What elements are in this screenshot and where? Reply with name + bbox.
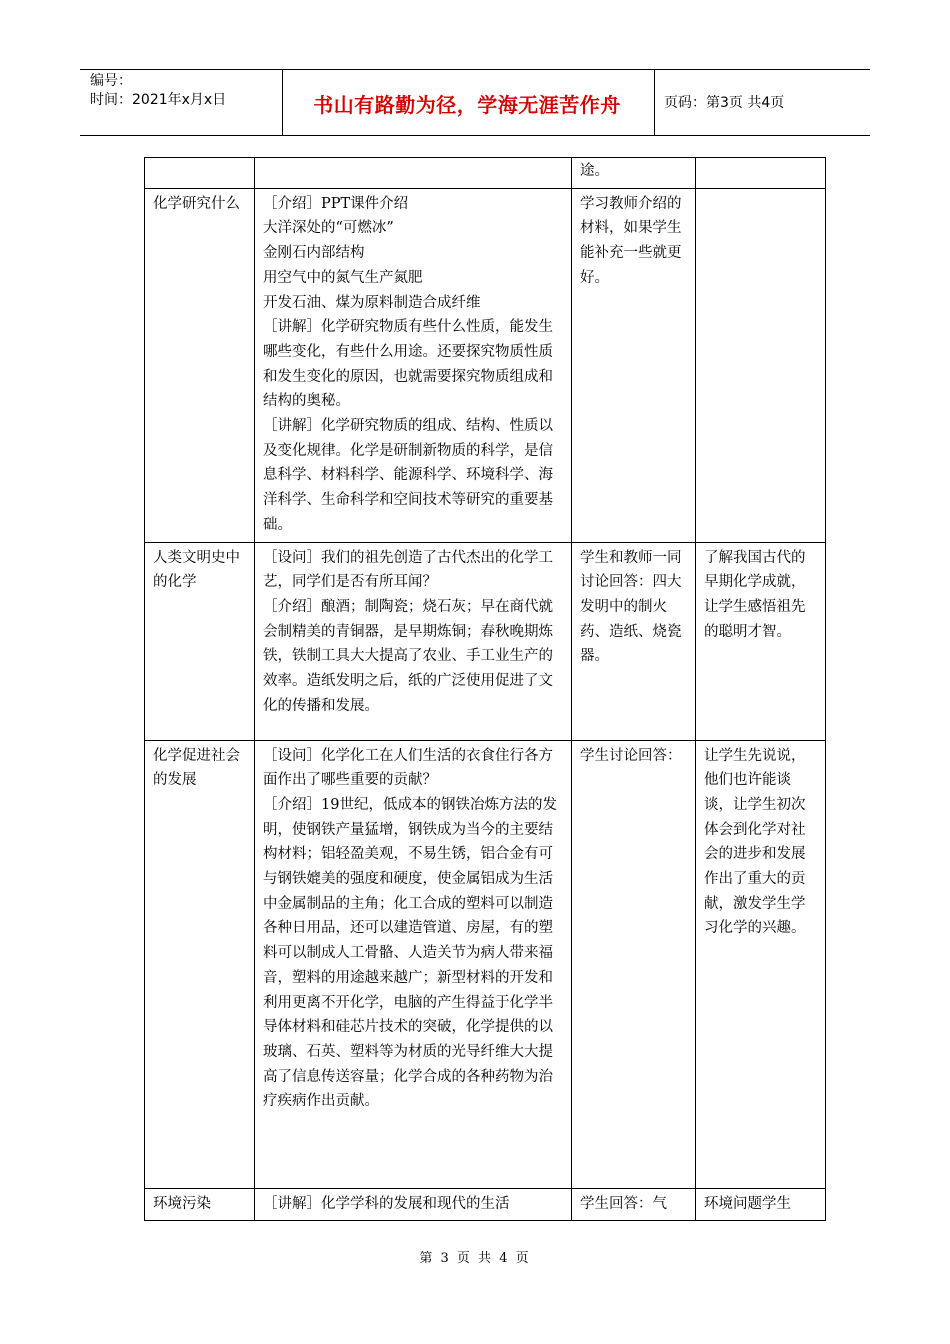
activity-cell: [255, 740, 572, 1188]
header-divider-right: [654, 69, 655, 135]
student-text: 学习教师介绍的材料，如果学生能补充一些就更好。: [580, 195, 682, 286]
student-text: 途。: [580, 163, 609, 179]
activity-text: ［讲解］化学学科的发展和现代的生活: [263, 1195, 510, 1212]
topic-cell: [145, 188, 255, 542]
table-row: [145, 740, 826, 1188]
student-cell: [572, 188, 696, 542]
activity-cell: [255, 188, 572, 542]
header-bottom-rule: [80, 135, 870, 136]
student-text: 学生回答：气: [580, 1195, 667, 1212]
activity-cell: [255, 542, 572, 740]
table-row: [145, 542, 826, 740]
purpose-cell: [696, 542, 826, 740]
topic-cell: [145, 158, 255, 189]
activity-cell: [255, 1188, 572, 1221]
activity-cell: [255, 158, 572, 189]
purpose-cell: [696, 740, 826, 1188]
page-indicator: 页码：第3页 共4页: [664, 95, 785, 111]
topic-cell: [145, 1188, 255, 1221]
student-cell: [572, 158, 696, 189]
topic-text: 环境污染: [153, 1195, 211, 1212]
header-top-rule: [80, 69, 870, 70]
document-date-label: 时间：2021年x月x日: [90, 92, 227, 108]
table-row: [145, 188, 826, 542]
purpose-text: 了解我国古代的早期化学成就，让学生感悟祖先的聪明才智。: [704, 549, 806, 640]
topic-cell: [145, 740, 255, 1188]
table-row: [145, 1188, 826, 1221]
activity-text: ［介绍］PPT课件介绍 大洋深处的“可燃冰” 金刚石内部结构 用空气中的氮气生产氮肥 开发石油、煤为原料制造合成纤维 ［讲解］化学研究物质有些什么性质，能发生哪些变化，有些什么用途。还要探究物质性质和发生变化的原因，也就需要探究物质组成和结构的奥秘。 ［讲解］化学研究物质的组成、结构、性质以及变化规律。化学是研制新物质的科学，是信息科学、材料科学、能源科学、环境科学、海洋科学、生命科学和空间技术等研究的重要基础。: [263, 195, 553, 533]
topic-text: 化学研究什么: [153, 195, 240, 212]
purpose-cell: [696, 1188, 826, 1221]
student-text: 学生讨论回答：: [580, 747, 682, 764]
topic-cell: [145, 542, 255, 740]
topic-text: 人类文明史中的化学: [153, 549, 240, 591]
activity-text: ［设问］化学化工在人们生活的衣食住行各方面作出了哪些重要的贡献？ ［介绍］19世纪，低成本的钢铁冶炼方法的发明，使钢铁产量猛增，钢铁成为当今的主要结构材料；铝轻盈美观，不易生锈，铝合金有可与钢铁媲美的强度和硬度，使金属铝成为生活中金属制品的主角；化工合成的塑料可以制造各种日用品，还可以建造管道、房屋，有的塑料可以制成人工骨骼、人造关节为病人带来福音，塑料的用途越来越广；新型材料的开发和利用更离不开化学，电脑的产生得益于化学半导体材料和硅芯片技术的突破，化学提供的以玻璃、石英、塑料等为材质的光导纤维大大提高了信息传送容量；化学合成的各种药物为治疗疾病作出贡献。: [263, 747, 557, 1110]
page-footer: 第 3 页 共 4 页: [419, 1251, 531, 1266]
table-row: [145, 158, 826, 189]
activity-text: ［设问］我们的祖先创造了古代杰出的化学工艺，同学们是否有所耳闻？ ［介绍］酿酒；制陶瓷；烧石灰；早在商代就会制精美的青铜器，是早期炼铜；春秋晚期炼铁，铁制工具大大提高了农业、手工业生产的效率。造纸发明之后，纸的广泛使用促进了文化的传播和发展。: [263, 549, 553, 714]
student-cell: [572, 1188, 696, 1221]
student-text: 学生和教师一同讨论回答：四大发明中的制火药、造纸、烧瓷器。: [580, 549, 682, 665]
document-number-label: 编号：: [90, 73, 132, 89]
purpose-text: 环境问题学生: [704, 1195, 791, 1212]
student-cell: [572, 542, 696, 740]
purpose-cell: [696, 158, 826, 189]
header-motto: 书山有路勤为径，学海无涯苦作舟: [313, 93, 621, 117]
purpose-cell: [696, 188, 826, 542]
topic-text: 化学促进社会的发展: [153, 747, 240, 789]
student-cell: [572, 740, 696, 1188]
purpose-text: 让学生先说说，他们也许能谈谈，让学生初次体会到化学对社会的进步和发展作出了重大的贡献，激发学生学习化学的兴趣。: [704, 747, 806, 937]
lesson-plan-table: [144, 157, 826, 1221]
